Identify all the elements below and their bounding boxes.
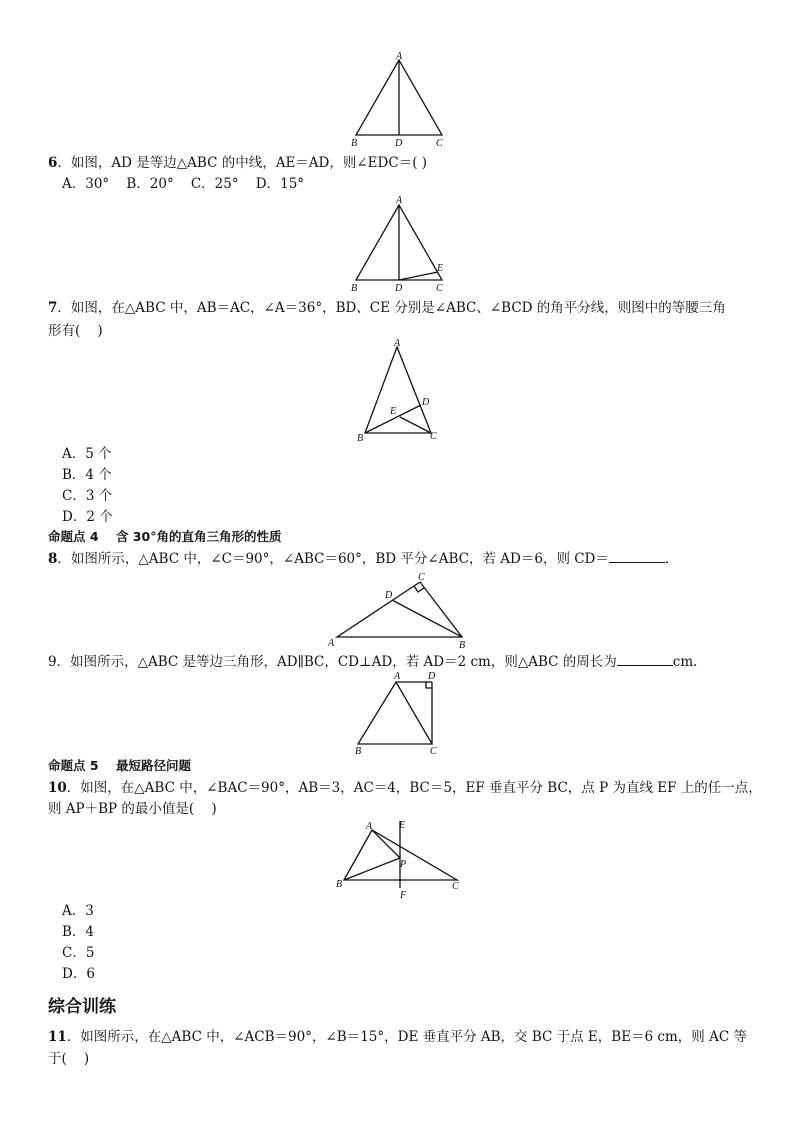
q10-stem-line1 bbox=[48, 778, 762, 798]
label-d: D bbox=[385, 590, 393, 601]
q6-text: ．如图，AD 是等边△ABC 的中线，AE＝AD，则∠EDC＝( ) bbox=[57, 155, 428, 171]
label-d: D bbox=[428, 671, 436, 682]
label-a: A bbox=[394, 671, 401, 682]
label-e: E bbox=[437, 263, 444, 274]
right-angle-mark bbox=[414, 586, 424, 592]
q9-text: ．如图所示，△ABC 是等边三角形，AD∥BC，CD⊥AD，若 AD＝2 cm，则△ABC 的周长为 bbox=[56, 654, 617, 670]
figure-q8-triangle bbox=[325, 572, 475, 655]
q10-stem-line2: 则 AP＋BP 的最小值是( ) bbox=[48, 801, 217, 817]
q8-tail: . bbox=[664, 551, 670, 567]
label-b: B bbox=[459, 640, 466, 651]
section-5-title: 命题点 5 最短路径问题 bbox=[48, 758, 191, 773]
q9-answer-blank[interactable] bbox=[617, 665, 673, 666]
q10-option-d: D．6 bbox=[62, 966, 95, 982]
q7-option-b: B．4 个 bbox=[62, 467, 112, 483]
label-e: E bbox=[390, 406, 397, 417]
figure-q7-triangle bbox=[350, 337, 450, 447]
label-b: B bbox=[351, 283, 358, 294]
label-p: P bbox=[400, 859, 407, 870]
q10-option-b: B．4 bbox=[62, 924, 95, 940]
q11-text1: ．如图所示，在△ABC 中，∠ACB＝90°，∠B＝15°，DE 垂直平分 AB，交 BC 于点 E，BE＝6 cm，则 AC 等 bbox=[66, 1029, 747, 1045]
label-c: C bbox=[436, 138, 443, 149]
q6-number: 6 bbox=[48, 155, 58, 171]
label-a: A bbox=[396, 51, 403, 62]
label-d: D bbox=[395, 138, 403, 149]
q10-number: 10 bbox=[48, 780, 67, 796]
figure-q6-triangle bbox=[340, 193, 460, 293]
q8-stem bbox=[48, 549, 669, 569]
figure-q9-triangle bbox=[348, 670, 448, 760]
segment-bd bbox=[392, 600, 462, 637]
q7-stem-line1 bbox=[48, 298, 726, 318]
q7-options bbox=[62, 444, 113, 528]
label-b: B bbox=[336, 879, 343, 890]
q9-number: 9 bbox=[48, 654, 57, 670]
q11-number: 11 bbox=[48, 1029, 67, 1045]
q8-text: ．如图所示，△ABC 中，∠C＝90°，∠ABC＝60°，BD 平分∠ABC，若 AD＝6，则 CD＝ bbox=[57, 551, 609, 567]
label-c: C bbox=[436, 283, 443, 294]
label-b: B bbox=[351, 138, 358, 149]
q7-number: 7 bbox=[48, 300, 58, 316]
label-f: F bbox=[400, 890, 407, 901]
q10-text1: ．如图，在△ABC 中，∠BAC＝90°，AB＝3，AC＝4，BC＝5，EF 垂直平分 BC，点 P 为直线 EF 上的任一点， bbox=[66, 780, 762, 796]
triangle-abc bbox=[358, 682, 432, 744]
q7-option-c: C．3 个 bbox=[62, 488, 113, 504]
segment-de bbox=[399, 272, 438, 280]
label-d: D bbox=[395, 283, 403, 294]
q6-options: A．30° B．20° C．25° D．15° bbox=[62, 176, 305, 192]
q9-stem bbox=[48, 652, 697, 672]
label-b: B bbox=[355, 746, 362, 757]
label-a: A bbox=[394, 338, 401, 349]
figure-q10-triangle bbox=[328, 815, 468, 905]
q10-option-c: C．5 bbox=[62, 945, 95, 961]
q8-answer-blank[interactable] bbox=[609, 562, 665, 563]
q7-option-a: A．5 个 bbox=[62, 446, 112, 462]
q9-tail: cm. bbox=[672, 654, 698, 670]
section-heading-comprehensive: 综合训练 bbox=[48, 997, 116, 1017]
section-4-title: 命题点 4 含 30°角的直角三角形的性质 bbox=[48, 529, 282, 544]
label-e: E bbox=[399, 820, 406, 831]
label-a: A bbox=[328, 638, 335, 649]
label-d: D bbox=[422, 397, 430, 408]
q8-number: 8 bbox=[48, 551, 58, 567]
label-a: A bbox=[366, 821, 373, 832]
q7-text1: ．如图，在△ABC 中，AB＝AC，∠A＝36°，BD、CE 分别是∠ABC、∠BCD 的角平分线，则图中的等腰三角 bbox=[57, 300, 726, 316]
q11-stem-line1 bbox=[48, 1027, 747, 1047]
q10-options bbox=[62, 901, 95, 985]
triangle-abc bbox=[337, 582, 462, 637]
label-c: C bbox=[418, 572, 425, 583]
right-angle-mark bbox=[426, 682, 432, 688]
triangle-abc bbox=[365, 347, 431, 433]
figure-q5-triangle bbox=[340, 50, 460, 150]
q7-stem-line2: 形有( ) bbox=[48, 323, 103, 339]
q11-stem-line2: 于( ) bbox=[48, 1051, 90, 1067]
label-c: C bbox=[452, 881, 459, 892]
segment-ce bbox=[400, 417, 431, 433]
q7-option-d: D．2 个 bbox=[62, 509, 113, 525]
segment-bp bbox=[344, 858, 400, 880]
label-a: A bbox=[396, 195, 403, 206]
label-b: B bbox=[357, 433, 364, 444]
label-c: C bbox=[430, 746, 437, 757]
label-c: C bbox=[430, 431, 437, 442]
q10-option-a: A．3 bbox=[62, 903, 94, 919]
q6-stem bbox=[48, 153, 427, 173]
